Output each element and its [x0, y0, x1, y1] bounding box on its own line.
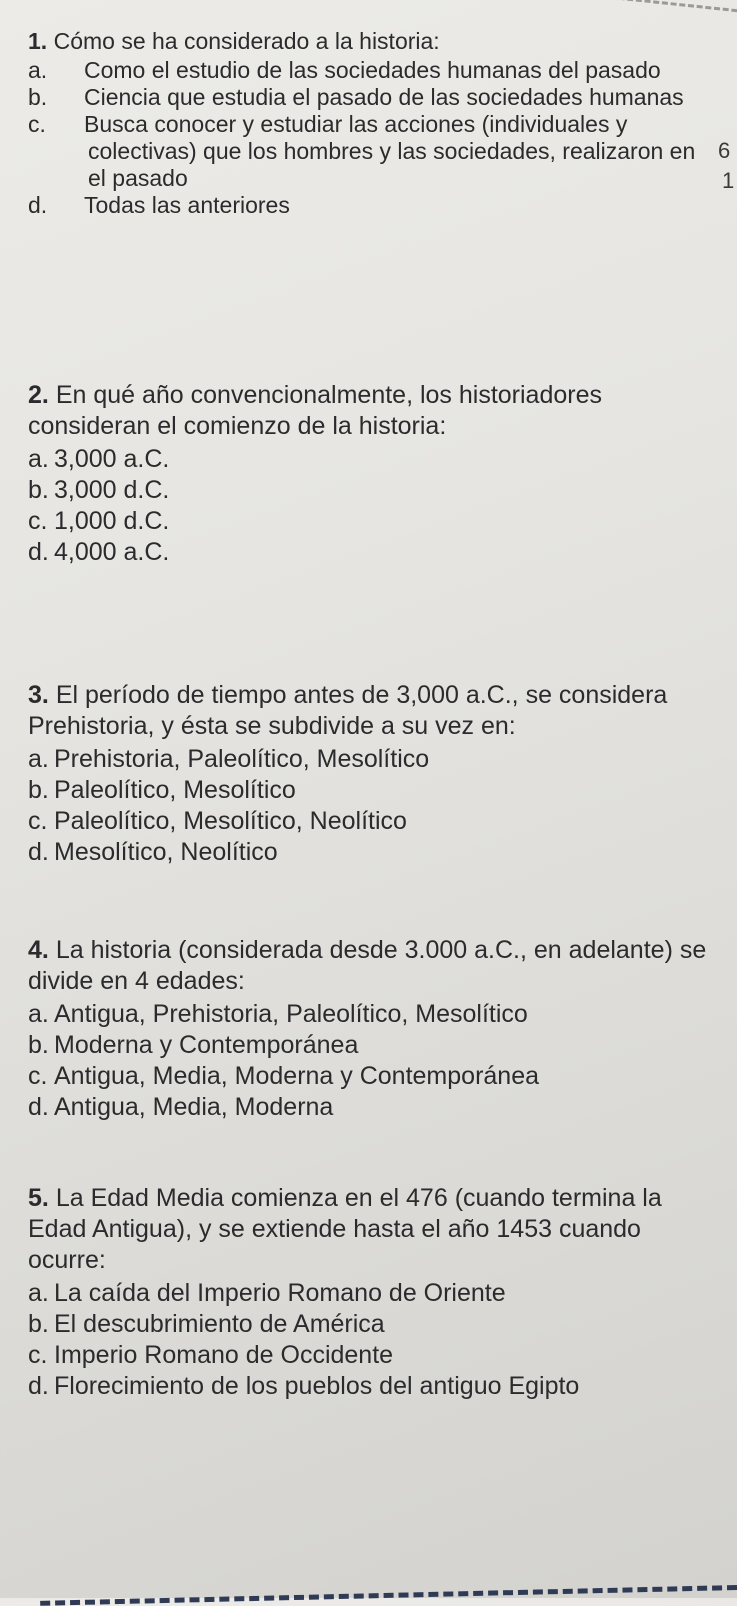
option-a[interactable]: [28, 57, 718, 84]
option-text: 4,000 a.C.: [54, 538, 170, 566]
option-b[interactable]: [28, 1030, 718, 1061]
option-letter: c.: [28, 507, 48, 535]
option-a[interactable]: [28, 444, 718, 475]
question-4: [28, 935, 718, 1123]
question-5: [28, 1183, 718, 1402]
option-letter: a.: [28, 1279, 49, 1307]
options-list: [28, 57, 718, 219]
option-text: Moderna y Contemporánea: [54, 1031, 359, 1059]
option-text: 3,000 a.C.: [54, 445, 170, 473]
option-b[interactable]: [28, 775, 718, 806]
question-text: La Edad Media comienza en el 476 (cuando termina la Edad Antigua), y se extiende hasta el año 1453 cuando ocurre:: [28, 1184, 662, 1274]
option-d[interactable]: [28, 537, 718, 568]
option-text: Mesolítico, Neolítico: [54, 838, 278, 866]
option-text: 3,000 d.C.: [54, 476, 170, 504]
option-text: Antigua, Prehistoria, Paleolítico, Mesolítico: [54, 1000, 528, 1028]
option-text: Todas las anteriores: [84, 192, 290, 218]
question-stem: [28, 1183, 718, 1276]
option-text: El descubrimiento de América: [54, 1310, 385, 1338]
bottom-dashed-line: [40, 1585, 737, 1606]
question-stem: [28, 28, 718, 55]
top-dashed-line: [599, 0, 737, 26]
option-d[interactable]: [28, 192, 718, 219]
option-c[interactable]: [28, 806, 718, 837]
option-d[interactable]: [28, 1092, 718, 1123]
option-text: Busca conocer y estudiar las acciones (individuales y colectivas) que los hombres y las sociedades, realizaron en el pasado: [84, 111, 696, 191]
option-letter: b.: [28, 476, 49, 504]
question-number: 5.: [28, 1184, 49, 1212]
option-text: Ciencia que estudia el pasado de las sociedades humanas: [84, 84, 684, 110]
question-2: [28, 380, 718, 568]
option-d[interactable]: [28, 1371, 718, 1402]
option-b[interactable]: [28, 84, 718, 111]
option-text: La caída del Imperio Romano de Oriente: [54, 1279, 506, 1307]
question-text: El período de tiempo antes de 3,000 a.C., se considera Prehistoria, y ésta se subdivide a su vez en:: [28, 681, 668, 740]
question-number: 2.: [28, 381, 49, 409]
option-letter: d.: [28, 838, 49, 866]
question-stem: [28, 680, 718, 742]
option-c[interactable]: [28, 1340, 718, 1371]
option-letter: b.: [28, 1310, 49, 1338]
option-text: Como el estudio de las sociedades humanas del pasado: [84, 57, 661, 83]
option-letter: a.: [28, 1000, 49, 1028]
option-letter: b.: [28, 84, 48, 110]
option-c[interactable]: [28, 506, 718, 537]
option-letter: b.: [28, 776, 49, 804]
question-stem: [28, 380, 718, 442]
margin-mark: 1: [722, 168, 735, 193]
question-number: 4.: [28, 936, 49, 964]
option-letter: d.: [28, 1093, 49, 1121]
option-a[interactable]: [28, 744, 718, 775]
option-a[interactable]: [28, 1278, 718, 1309]
option-text: 1,000 d.C.: [54, 507, 170, 535]
option-c[interactable]: [28, 1061, 718, 1092]
option-d[interactable]: [28, 837, 718, 868]
question-number: 3.: [28, 681, 49, 709]
option-letter: b.: [28, 1031, 49, 1059]
option-letter: d.: [28, 538, 49, 566]
option-letter: c.: [28, 1341, 48, 1369]
option-b[interactable]: [28, 475, 718, 506]
option-letter: c.: [28, 1062, 48, 1090]
option-text: Antigua, Media, Moderna: [54, 1093, 334, 1121]
question-text: Cómo se ha considerado a la historia:: [53, 28, 440, 54]
options-list: [28, 744, 718, 868]
question-stem: [28, 935, 718, 997]
option-letter: c.: [28, 111, 46, 137]
option-letter: a.: [28, 445, 49, 473]
option-text: Florecimiento de los pueblos del antiguo Egipto: [54, 1372, 580, 1400]
option-letter: d.: [28, 1372, 49, 1400]
options-list: [28, 1278, 718, 1402]
option-letter: c.: [28, 807, 48, 835]
option-text: Paleolítico, Mesolítico, Neolítico: [54, 807, 407, 835]
option-b[interactable]: [28, 1309, 718, 1340]
question-number: 1.: [28, 28, 48, 54]
question-3: [28, 680, 718, 868]
option-text: Paleolítico, Mesolítico: [54, 776, 296, 804]
option-letter: a.: [28, 745, 49, 773]
option-c[interactable]: [28, 111, 718, 192]
question-1: [28, 28, 718, 219]
option-letter: a.: [28, 57, 48, 83]
options-list: [28, 444, 718, 568]
question-text: La historia (considerada desde 3.000 a.C., en adelante) se divide en 4 edades:: [28, 936, 707, 995]
option-text: Prehistoria, Paleolítico, Mesolítico: [54, 745, 430, 773]
margin-mark: 6: [718, 138, 731, 163]
option-letter: d.: [28, 192, 48, 218]
question-text: En qué año convencionalmente, los historiadores consideran el comienzo de la historia:: [28, 381, 602, 440]
option-text: Antigua, Media, Moderna y Contemporánea: [54, 1062, 540, 1090]
option-a[interactable]: [28, 999, 718, 1030]
options-list: [28, 999, 718, 1123]
option-text: Imperio Romano de Occidente: [54, 1341, 394, 1369]
